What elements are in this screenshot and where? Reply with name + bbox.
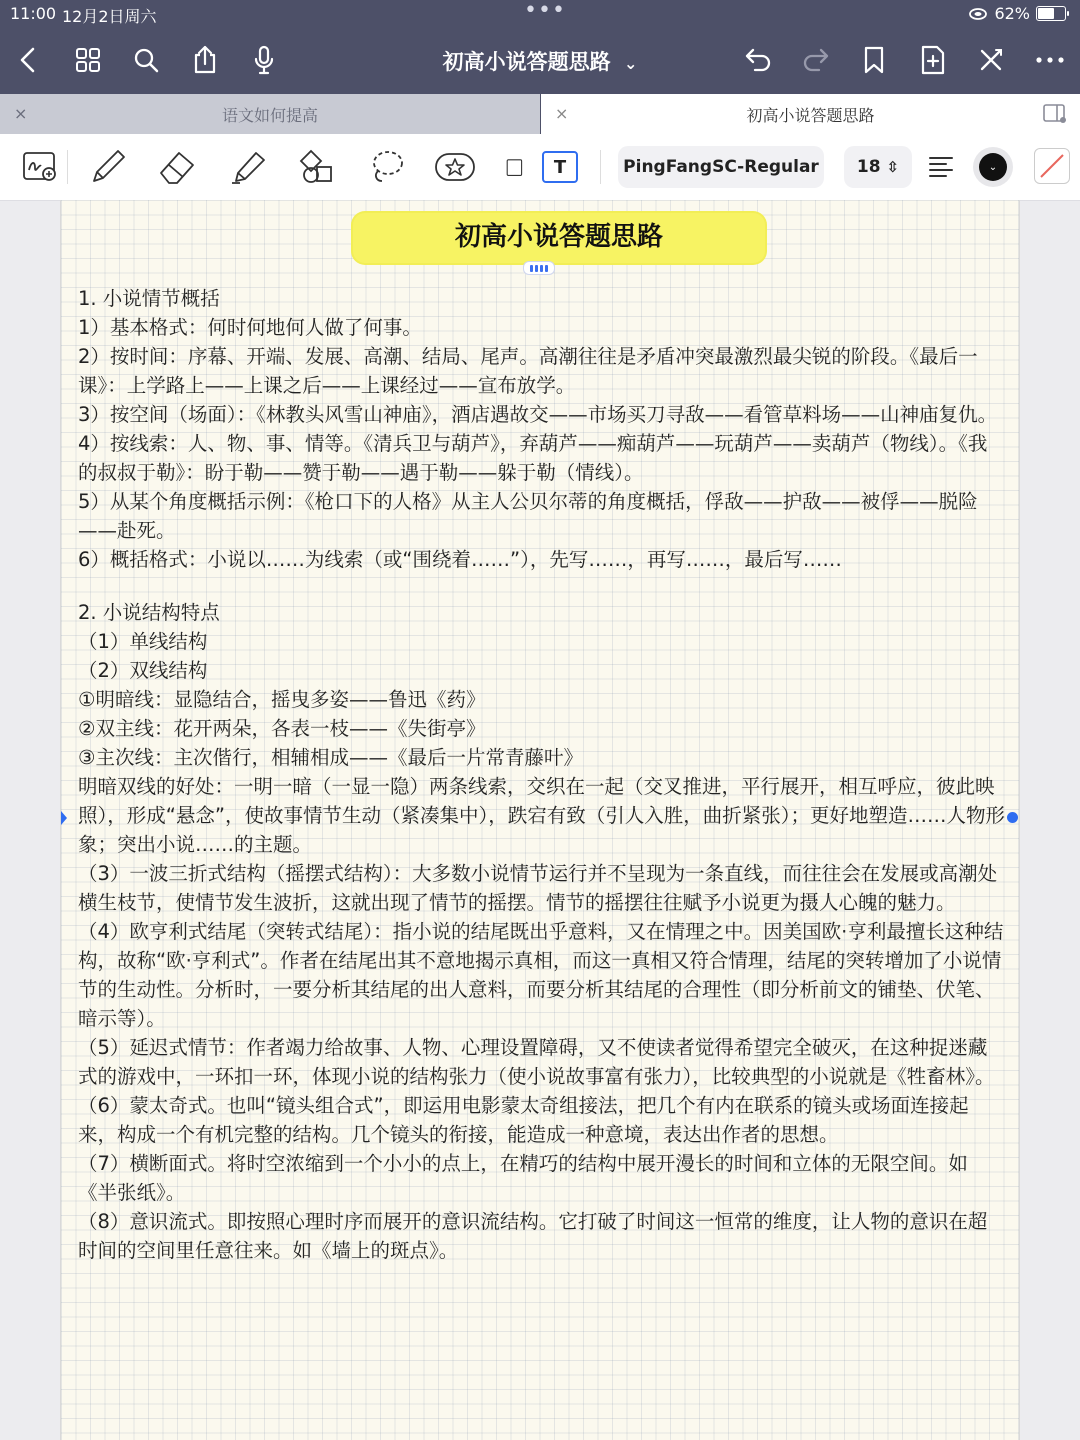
shapes-icon: [297, 147, 337, 187]
note-line: ①明暗线：显隐结合，摇曳多姿——鲁迅《药》: [78, 688, 486, 711]
tool-bar: [0, 134, 1080, 201]
tab-current-note[interactable]: [541, 94, 1080, 134]
note-line: （7）横断面式。将时空浓缩到一个小小的点上，在精巧的结构中展开漫长的时间和立体的无限空间。如《半张纸》。: [78, 1152, 968, 1204]
align-left-icon: [928, 154, 954, 178]
note-line: 3）按空间（场面）：《林教头风雪山神庙》，酒店遇故交——市场买刀寻敌——看管草料场——山神庙复仇。: [78, 403, 998, 426]
undo-button[interactable]: [740, 42, 776, 78]
add-page-icon: [919, 45, 947, 75]
pen-icon: [88, 147, 128, 187]
search-button[interactable]: [128, 42, 164, 78]
text-background-button[interactable]: [1034, 148, 1070, 184]
note-line: （5）延迟式情节：作者竭力给故事、人物、心理设置障碍，又不使读者觉得希望完全破灭，在这种捉迷藏式的游戏中，一环扣一环，体现小说的结构张力（使小说故事富有张力），比较典型的小说就是《牲畜林》。: [78, 1036, 995, 1088]
status-time: 11:00: [10, 4, 57, 23]
note-line: 5）从某个角度概括示例：《枪口下的人格》从主人公贝尔蒂的角度概括，俘敌——护敌——被俘——脱险——赴死。: [78, 490, 978, 542]
pen-tool[interactable]: [86, 147, 130, 187]
highlighter-tool[interactable]: [226, 147, 270, 187]
redo-icon: [801, 46, 831, 74]
text-tool-glyph: T: [553, 156, 567, 178]
text-tool[interactable]: [538, 147, 582, 187]
note-text-box[interactable]: [78, 284, 1006, 1265]
lasso-tool[interactable]: [364, 147, 408, 187]
microphone-button[interactable]: [246, 42, 282, 78]
no-fill-icon: [1035, 149, 1069, 183]
status-date: 12月2日周六: [62, 7, 157, 26]
tab-yuwen[interactable]: [0, 94, 540, 134]
note-line: 2）按时间：序幕、开端、发展、高潮、结局、尾声。高潮往往是矛盾冲突最激烈最尖锐的阶段。《最后一课》：上学路上——上课之后——上课经过——宣布放学。: [78, 345, 978, 397]
note-line: 2. 小说结构特点: [78, 601, 220, 624]
document-title[interactable]: [400, 46, 680, 76]
image-tool[interactable]: [500, 147, 524, 187]
note-line: ②双主线：花开两朵，各表一枝——《失街亭》: [78, 717, 486, 740]
title-chevron-icon: ⌄: [623, 54, 638, 73]
tab-label: 语文如何提高: [221, 105, 318, 125]
selection-handle-left[interactable]: [61, 811, 67, 825]
paragraph-align-button[interactable]: [928, 154, 954, 182]
note-line: （2）双线结构: [78, 659, 208, 682]
handwriting-recognition-icon: [21, 150, 59, 184]
text-tool-icon: [542, 151, 578, 183]
note-line: 明暗双线的好处：一明一暗（一显一隐）两条线索，交织在一起（交叉推进，平行展开，相互呼应，彼此映照），形成“悬念”，使故事情节生动（紧凑集中），跌宕有致（引人入胜，曲折紧张）；更好地塑造……人物形象；突出小说……的主题。: [78, 775, 1005, 856]
tab-close-icon[interactable]: ×: [555, 104, 569, 123]
more-icon: [1035, 55, 1065, 65]
close-button[interactable]: [973, 42, 1009, 78]
font-name: PingFangSC-Regular: [623, 157, 819, 177]
selection-handle-right[interactable]: [1007, 812, 1018, 823]
note-line: （1）单线结构: [78, 630, 208, 653]
note-line: （3）一波三折式结构（摇摆式结构）：大多数小说情节运行并不呈现为一条直线，而往往会在发展或高潮处横生枝节，使情节发生波折，这就出现了情节的摇摆。情节的摇摆往往赋予小说更为摄人心魄的魅力。: [78, 862, 998, 914]
more-button[interactable]: [1032, 42, 1068, 78]
back-icon: [17, 46, 39, 74]
note-line: 1. 小说情节概括: [78, 287, 220, 310]
textbox-drag-handle[interactable]: [523, 261, 555, 275]
note-line: （6）蒙太奇式。也叫“镜头组合式”，即运用电影蒙太奇组接法，把几个有内在联系的镜头或场面连接起来，构成一个有机完整的结构。几个镜头的衔接，能造成一种意境，表达出作者的思想。: [78, 1094, 969, 1146]
handwriting-tool[interactable]: [18, 147, 62, 187]
note-line: 1）基本格式：何时何地何人做了何事。: [78, 316, 422, 339]
grid-button[interactable]: [70, 42, 106, 78]
eraser-tool[interactable]: [156, 147, 200, 187]
search-icon: [132, 46, 160, 74]
multitask-dots[interactable]: •••: [524, 0, 566, 23]
note-line: 6）概括格式：小说以……为线索（或“围绕着……”），先写……，再写……，最后写……: [78, 548, 842, 571]
grid-icon: [74, 46, 102, 74]
note-line: （8）意识流式。即按照心理时序而展开的意识流结构。它打破了时间这一恒常的维度，让人物的意识在超时间的空间里任意往来。如《墙上的斑点》。: [78, 1210, 988, 1262]
shapes-tool[interactable]: [295, 147, 339, 187]
share-button[interactable]: [187, 42, 223, 78]
paragraph-gap: [78, 574, 1006, 598]
wifi-icon: [968, 7, 988, 21]
highlighter-icon: [228, 147, 268, 187]
back-button[interactable]: [10, 42, 46, 78]
nav-bar: [0, 28, 1080, 94]
note-line: 4）按线索：人、物、事、情等。《清兵卫与葫芦》，弃葫芦——痴葫芦——玩葫芦——卖葫芦（物线）。《我的叔叔于勒》：盼于勒——赞于勒——遇于勒——躲于勒（情线）。: [78, 432, 988, 484]
eraser-icon: [157, 147, 199, 187]
text-color-button[interactable]: [973, 147, 1013, 187]
font-picker[interactable]: [618, 146, 824, 188]
note-title: 初高小说答题思路: [454, 222, 663, 252]
share-icon: [191, 45, 219, 75]
bookmark-icon: [862, 45, 886, 75]
lasso-icon: [366, 147, 406, 187]
bookmark-button[interactable]: [856, 42, 892, 78]
toolbar-divider: [600, 150, 601, 184]
tab-bar: [0, 94, 1080, 134]
close-icon: [978, 47, 1004, 73]
tab-close-icon[interactable]: ×: [14, 104, 28, 123]
sticker-tool[interactable]: [433, 147, 477, 187]
sticker-star-icon: [433, 150, 477, 184]
toolbar-divider: [67, 150, 68, 184]
document-title-text: 初高小说答题思路: [442, 50, 611, 74]
font-size-value: 18: [856, 157, 881, 177]
note-line: ③主次线：主次偕行，相辅相成——《最后一片常青藤叶》: [78, 746, 583, 769]
stepper-chevron-icon: ⇳: [886, 158, 900, 176]
font-size-stepper[interactable]: [844, 146, 912, 188]
tab-label: 初高小说答题思路: [746, 105, 875, 125]
text-color-swatch: ⌄: [979, 153, 1007, 181]
battery-icon: [1036, 6, 1066, 21]
undo-icon: [743, 46, 773, 74]
image-icon: [500, 147, 524, 187]
redo-button[interactable]: [798, 42, 834, 78]
microphone-icon: [252, 45, 276, 75]
note-line: （4）欧亨利式结尾（突转式结尾）：指小说的结尾既出乎意料，又在情理之中。因美国欧·亨利最擅长这种结构，故称“欧·亨利式”。作者在结尾出其不意地揭示真相，而这一真相又符合情理，结尾的突转增加了小说情节的生动性。分析时，一要分析其结尾的出人意料，而要分析其结尾的合理性（即分析前文的铺垫、伏笔、暗示等）。: [78, 920, 1004, 1030]
status-right: [968, 4, 1066, 23]
battery-percent: 62%: [994, 4, 1030, 23]
add-page-button[interactable]: [915, 42, 951, 78]
note-page[interactable]: [60, 200, 1020, 1440]
status-bar: [0, 0, 1080, 28]
split-view-icon[interactable]: [1042, 103, 1068, 125]
